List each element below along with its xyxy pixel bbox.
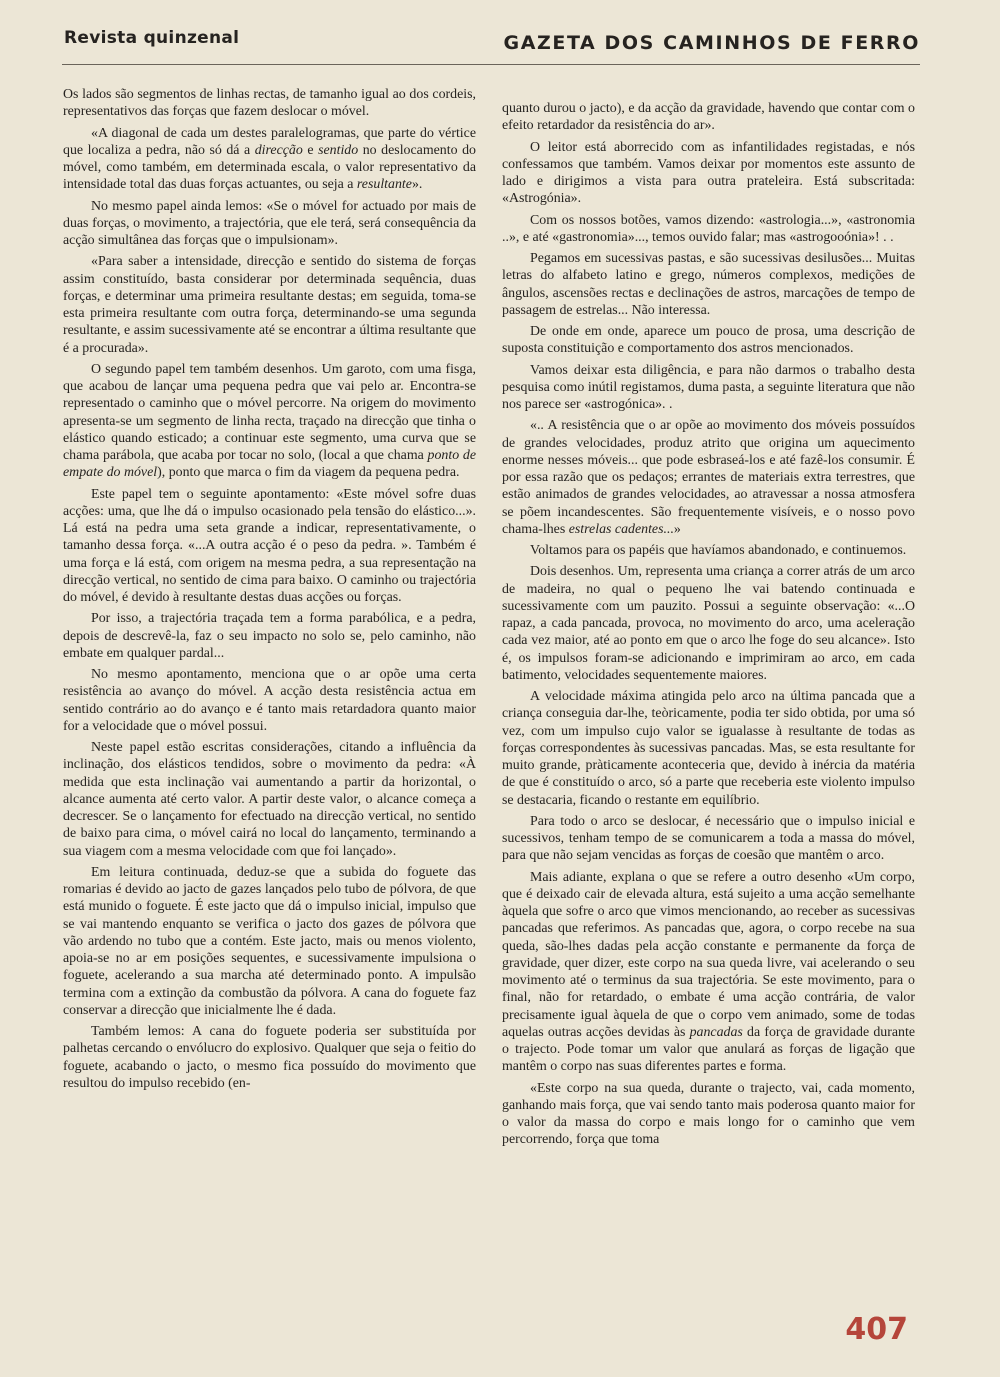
paragraph: Neste papel estão escritas considerações, citando a influência da inclinação, dos elásticos tendidos, sobre o movimento da pedra: «À medida que esta inclinação vai aumentando a partir da horizontal, o alcance aumenta até certo valor. A partir deste valor, o alcance começa a decrescer. Se o lançamento for efectuado na direcção vertical, no sentido de baixo para cima, o móvel cairá no local do lançamento, terminando a sua viagem com a mesma velocidade com que foi lançado». <box>63 740 476 859</box>
text-run: ». <box>411 177 423 193</box>
text-run: da força de gravidade durante o trajecto. Pode tomar um valor que anulará as forças de ligação que mantêm o corpo nas suas diferentes partes e forma. <box>502 1024 915 1075</box>
italic-phrase: resultante <box>356 177 412 193</box>
paragraph: Para todo o arco se deslocar, é necessário que o impulso inicial e sucessivos, tenham tempo de se comunicarem a toda a massa do móvel, para que não sejam vencidas as forças de coesão que mantêm o arco. <box>502 813 915 864</box>
text-run: «A diagonal de cada um destes paralelogramas, que parte do vértice que localiza a pedra, não só dá a <box>63 125 476 158</box>
text-run: ), ponto que marca o fim da viagem da pequena pedra. <box>157 465 460 481</box>
paragraph: Em leitura continuada, deduz-se que a subida do foguete das romarias é devido ao jacto de gazes lançados pelo tubo de pólvora, de que está munido o foguete. É este jacto que dá o impulso inicial, impulso que se vai mantendo enquanto se verifica o jacto dos gazes de pólvora que vão ardendo no tubo que a contém. Este jacto, mais ou menos violento, apoia-se no ar em posições sequentes, e sucessivamente impulsiona o foguete, acelerando a sua marcha até determinado ponto. A impulsão termina com a extinção da combustão da pólvora. A cana do foguete faz conservar a direcção que inicialmente lhe é dada. <box>63 864 476 1018</box>
paragraph: Com os nossos botões, vamos dizendo: «astrologia...», «astronomia ..», e até «gastronomia»..., temos ouvido falar; mas «astrogooónia»! . . <box>502 212 915 245</box>
paragraph <box>502 417 915 538</box>
right-column <box>502 100 915 1153</box>
left-column <box>63 86 476 1096</box>
paragraph: O leitor está aborrecido com as infantilidades registadas, e nós confessamos que também. Vamos deixar por momentos este assunto de lado e dirigimos a vista para outra prateleira. Está subscritada: «Astrogónia». <box>502 139 915 207</box>
text-run: O segundo papel tem também desenhos. Um garoto, com uma fisga, que acabou de lançar uma pequena pedra que vai pelo ar. Encontra-se representado o caminho que o móvel percorre. Na origem do movimento apresenta-se um segmento de linha recta, traçado na direcção que tinha o elástico quando esticado; a continuar este segmento, uma curva que se chama parábola, que acaba por tocar no solo, (local a que chama <box>63 361 476 463</box>
header-rule <box>62 64 920 65</box>
text-run: no deslocamento do móvel, como também, em determinada escala, o valor representativo da intensidade total das duas forças actuantes, ou seja a <box>63 142 476 193</box>
paragraph: Também lemos: A cana do foguete poderia ser substituída por palhetas cercando o envólucro do explosivo. Qualquer que seja o feitio do foguete, acabando o jacto, o mesmo fica possuído do movimento que resultou do impulso recebido (en- <box>63 1024 476 1091</box>
paragraph: Voltamos para os papéis que havíamos abandonado, e continuemos. <box>530 543 907 558</box>
paragraph: quanto durou o jacto), e da acção da gravidade, havendo que contar com o efeito retardador da resistência do ar». <box>502 101 915 134</box>
page-number: 407 <box>845 1312 908 1347</box>
paragraph: Pegamos em sucessivas pastas, e são sucessivas desilusões... Muitas letras do alfabeto latino e grego, números complexos, medições de ângulos, ascensões rectas e declinações de astros, marcações de tempo de passagem de estrelas... Não interessa. <box>502 251 915 318</box>
paragraph: Os lados são segmentos de linhas rectas, de tamanho igual ao dos cordeis, representativos das forças que fazem deslocar o móvel. <box>63 87 476 120</box>
paragraph: Dois desenhos. Um, representa uma criança a correr atrás de um arco de madeira, no qual o pequeno lhe vai batendo continuada e sucessivamente com um pauzito. Possui a seguinte observação: «...O rapaz, a cada pancada, provoca, no movimento do arco, uma aceleração cada vez maior, até ao ponto em que o arco lhe foge do seu alcance». Isto é, os impulsos foram-se adicionando e imprimiram ao arco, em cada batimento, velocidades sequentemente maiores. <box>502 564 915 683</box>
running-head-right: GAZETA DOS CAMINHOS DE FERRO <box>503 32 920 54</box>
text-run: e <box>302 142 319 158</box>
paragraph: No mesmo apontamento, menciona que o ar opõe uma certa resistência ao avanço do móvel. A acção desta resistência actua em sentido contrário ao do avanço e é tanto mais retardadora quanto maior for a velocidade que o móvel possui. <box>63 667 476 734</box>
paragraph <box>63 125 476 194</box>
italic-phrase: pancadas <box>689 1024 743 1040</box>
paragraph: No mesmo papel ainda lemos: «Se o móvel for actuado por mais de duas forças, o movimento, a trajectória, que ele terá, será consequência da acção simultânea das forças que o impulsionam». <box>63 198 476 248</box>
text-run: Mais adiante, explana o que se refere a outro desenho «Um corpo, que é deixado cair de elevada altura, está sujeito a uma acção semelhante àquela que sofre o arco que vimos mencionando, ao receber as sucessivas pancadas que referimos. As pancadas que, agora, o corpo recebe na sua queda, são-lhes dadas pela acção constante e permanente da força de gravidade, quer dizer, este corpo na sua queda livre, vai acelerando o seu movimento até o terminus da sua trajectória. Se este movimento, para o final, não for retardado, o embate é uma acção contrária, de valor precisamente igual àquela de que o corpo vem animado, some de todas aquelas outras acções devidas às <box>502 869 915 1040</box>
italic-phrase: ponto de empate do móvel <box>63 448 476 481</box>
italic-phrase: estrelas cadentes... <box>568 521 674 537</box>
paragraph <box>63 361 476 482</box>
running-head-left: Revista quinzenal <box>64 28 240 48</box>
italic-phrase: sentido <box>318 142 359 158</box>
paragraph: Vamos deixar esta diligência, e para não darmos o trabalho desta pesquisa como inútil registamos, duma pasta, a seguinte literatura que não nos parece ser «astrogónica». . <box>502 362 915 412</box>
paragraph: Por isso, a trajectória traçada tem a forma parabólica, e a pedra, depois de descrevê-la, faz o seu impacto no solo se, pelo caminho, não embate em qualquer pardal... <box>63 611 476 661</box>
paragraph: Este papel tem o seguinte apontamento: «Este móvel sofre duas acções: uma, que lhe dá o impulso ocasionado pela tensão do elástico...». Lá está na pedra uma seta grande a indicar, representativamente, o tamanho dessa força. «...A outra acção é o peso da pedra. ». Também é uma força e lá está, com origem na mesma pedra, a sua representação na direcção vertical, no sentido de cima para baixo. O caminho ou trajectória do móvel, é devido à resultante destas duas acções ou forças. <box>63 486 476 605</box>
paragraph: De onde em onde, aparece um pouco de prosa, uma descrição de suposta constituição e comportamento dos astros mencionados. <box>502 324 915 357</box>
paragraph: «Para saber a intensidade, direcção e sentido do sistema de forças assim constituído, basta considerar por determinada sequência, duas forças, e determinar uma primeira resultante destas; em seguida, toma-se esta primeira resultante com outra força, determinando-se uma segunda resultante, e assim sucessivamente até se encontrar a última resultante que é a procurada». <box>63 254 476 356</box>
italic-phrase: direcção <box>254 142 303 158</box>
text-run: » <box>673 521 681 537</box>
paragraph: A velocidade máxima atingida pelo arco na última pancada que a criança conseguia dar-lhe, teòricamente, podia ter sido obtida, por uma só vez, com um impulso cujo valor se igualasse à resultante de todas as forças correspondentes às sucessivas pancadas. Mas, se esta resultante for muito grande, pràticamente aconteceria que, devido à inércia da matéria de que é constituído o arco, só a parte que receberia este violento impulso se destacaria, ficando o restante em equilíbrio. <box>502 689 915 808</box>
text-run: «.. A resistência que o ar opõe ao movimento dos móveis possuídos de grandes velocidades, produz atrito que origina um aquecimento enorme nesses móveis... que pode esbraseá-los e até fazê-los consumir. É por essa razão que os pedaços; errantes de materiais extra terrestres, que estão animados de grandes velocidades, ao atravessar a nossa atmosfera se põem incandescentes. São frequentemente visíveis, e o nosso povo chama-lhes <box>502 418 915 537</box>
paragraph <box>502 869 915 1076</box>
paragraph: «Este corpo na sua queda, durante o trajecto, vai, cada momento, ganhando mais força, que vai sendo tanto mais poderosa quanto maior for o valor da massa do corpo e mais longo for o caminho que vem percorrendo, força que toma <box>502 1080 915 1148</box>
